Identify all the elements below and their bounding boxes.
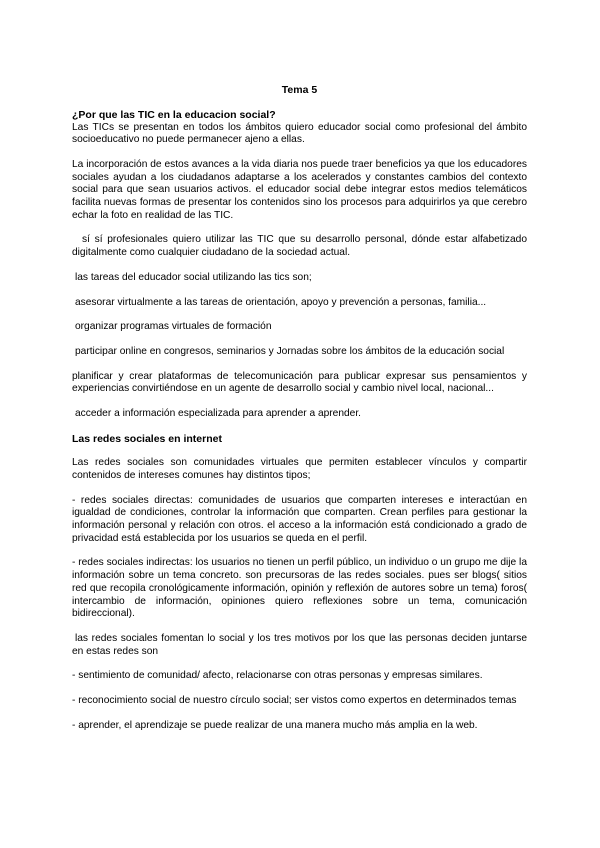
paragraph: - redes sociales directas: comunidades de usuarios que comparten intereses e interactúan en igualdad de condiciones, controlar la información que comparten. Crean perfiles para gestionar la información personal y relación con otros. el acceso a la información está condicionado a grado de privacidad está establecida por los usuarios se queda en el perfil.	[72, 494, 527, 544]
paragraph: - sentimiento de comunidad/ afecto, relacionarse con otras personas y empresas similares.	[72, 670, 483, 682]
paragraph: - reconocimiento social de nuestro círculo social; ser vistos como expertos en determinados temas	[72, 695, 517, 707]
paragraph: participar online en congresos, seminarios y Jornadas sobre los ámbitos de la educación social	[75, 345, 505, 357]
paragraph: - redes sociales indirectas: los usuarios no tienen un perfil público, un individuo o un grupo me dije la información sobre un tema concreto. son precursoras de las redes sociales. pues ser blogs( sitios red que recopila cronológicamente información, opinión y reflexión de autores sobre un tema) foros( intercambio de información, opiniones quiero reflexiones sobre un tema, comunicación bidireccional).	[72, 557, 527, 620]
paragraph: asesorar virtualmente a las tareas de orientación, apoyo y prevención a personas, familia...	[75, 296, 487, 308]
document-page	[72, 84, 527, 733]
paragraph: planificar y crear plataformas de telecomunicación para publicar expresar sus pensamientos y experiencias convirtiéndose en un agente de desarrollo social y cambio nivel local, nacional...	[72, 370, 527, 395]
document-title: Tema 5	[281, 84, 318, 96]
paragraph: las tareas del educador social utilizando las tics son;	[75, 271, 312, 283]
section-heading-redes: Las redes sociales en internet	[72, 432, 222, 445]
paragraph: Las redes sociales son comunidades virtuales que permiten establecer vínculos y compartir contenidos de intereses comunes hay distintos tipos;	[72, 457, 527, 481]
paragraph: acceder a información especializada para aprender a aprender.	[75, 408, 361, 420]
paragraph: las redes sociales fomentan lo social y los tres motivos por los que las personas deciden juntarse en estas redes son	[72, 632, 527, 657]
paragraph: La incorporación de estos avances a la vida diaria nos puede traer beneficios ya que los educadores sociales ayudan a los ciudadanos adaptarse a los acelerados y constantes cambios del contexto social para que sean usuarios activos. el educador social debe integrar estos medios telemáticos facilita nuevas formas de presentar los contenidos sino los procesos para adquirirlos ya que cerebro echar la foto en realidad de las TIC.	[72, 158, 527, 221]
paragraph: Las TICs se presentan en todos los ámbitos quiero educador social como profesional del ámbito socioeducativo no puede permanecer ajeno a ellas.	[72, 121, 527, 146]
paragraph: sí sí profesionales quiero utilizar las TIC que su desarrollo personal, dónde estar alfabetizado digitalmente como cualquier ciudadano de la sociedad actual.	[72, 234, 527, 259]
paragraph: - aprender, el aprendizaje se puede realizar de una manera mucho más amplia en la web.	[72, 719, 478, 731]
section-heading-tic: ¿Por que las TIC en la educacion social?	[72, 109, 276, 121]
paragraph: organizar programas virtuales de formación	[75, 321, 272, 333]
